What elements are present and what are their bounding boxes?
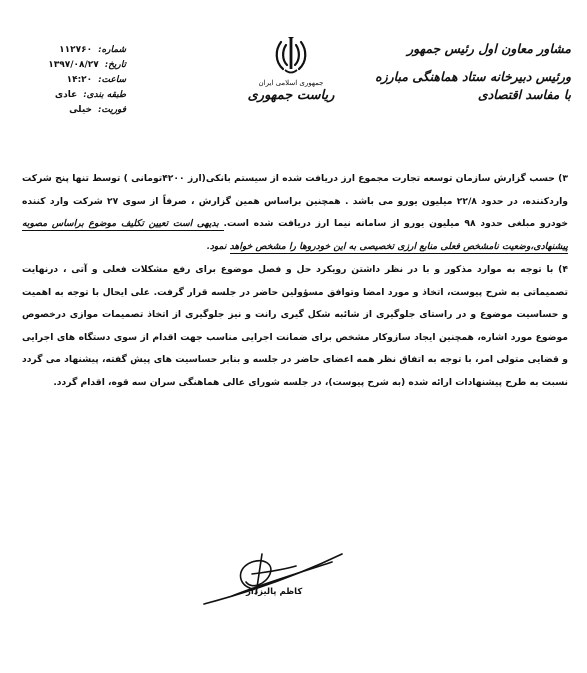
meta-row-number: شماره: ۱۱۲۷۶۰ [59, 45, 126, 55]
office-title-line1: مشاور معاون اول رئیس جمهور [407, 41, 571, 56]
meta-row-urgency: فوریت: خیلی [69, 105, 126, 115]
meta-row-time: ساعت: ۱۴:۲۰ [66, 75, 126, 85]
paragraph-4: ۴) با توجه به موارد مذکور و با در نظر داشتن رویکرد حل و فصل موضوع برای رفع مشکلات فعلی و آتی ، درنهایت تصمیماتی به شرح پیوست، اتخاذ و مورد امضا وتوافق مسؤولین حاضر در جلسه قرار گرفت. علی ایحال با توجه به اهمیت و حساسیت موضوع و در راستای جلوگیری از شائبه شکل گیری رانت و نیز جلوگیری از اتخاذ تصمیمات موازی درخصوص موضوع مورد اشاره، همچنین ایجاد سازوکار مشخص برای ضمانت اجرایی مناسب جهت اقدام از سوی دستگاه های اجرایی و قضایی متولی امر، با توجه به اتفاق نظر همه اعضای حاضر در جلسه و بنابر حساسیت های پیش گفته، پیشنهاد می گردد نسبت به طرح پیشنهادات ارائه شده (به شرح پیوست)، در جلسه شورای عالی هماهنگی سران سه قوه، اقدام گردد. [22, 264, 568, 388]
letter-body [22, 168, 568, 394]
meta-row-classification: طبقه بندی: عادی [54, 90, 126, 100]
meta-row-date: تاریخ: ۱۳۹۷/۰۸/۲۷ [48, 60, 126, 70]
state-emblem-block [246, 36, 336, 103]
paragraph-3-text: ۳) حسب گزارش سازمان توسعه تجارت مجموع ارز دریافت شده از سیستم بانکی(ارز ۴۲۰۰تومانی ) توسط تنها پنج شرکت واردکننده، در حدود ۲۲/۸ میلیون یورو می باشد . همچنین براساس همین گزارش ، صرفاً از سوی ۲۷ شرکت وارد کننده خودرو مبلغی حدود ۹۸ میلیون یورو از سامانه نیما ارز دریافت شده است. [22, 173, 568, 229]
emblem-caption: جمهوری اسلامی ایران [258, 79, 324, 87]
issuing-office [371, 40, 571, 104]
paragraph-3-underlined: بدیهی است تعیین تکلیف موضوع براساس مصوبه پیشنهادی،وضعیت نامشخص فعلی منابع ارزی تخصیصی به این خودروها را مشخص خواهد [22, 218, 568, 252]
letter-meta [14, 43, 126, 118]
office-title-line2: ورئیس دبیرخانه ستاد هماهنگی مبارزه با مفاسد اقتصادی [375, 69, 571, 102]
iran-emblem-icon [274, 36, 308, 76]
paragraph-3-end: نمود. [206, 240, 230, 252]
signer-name: کاظم پالیزدار [246, 587, 303, 597]
handwritten-signature [192, 544, 352, 614]
paragraph-3 [22, 168, 568, 258]
presidency-title: ریاست جمهوری [247, 88, 335, 103]
